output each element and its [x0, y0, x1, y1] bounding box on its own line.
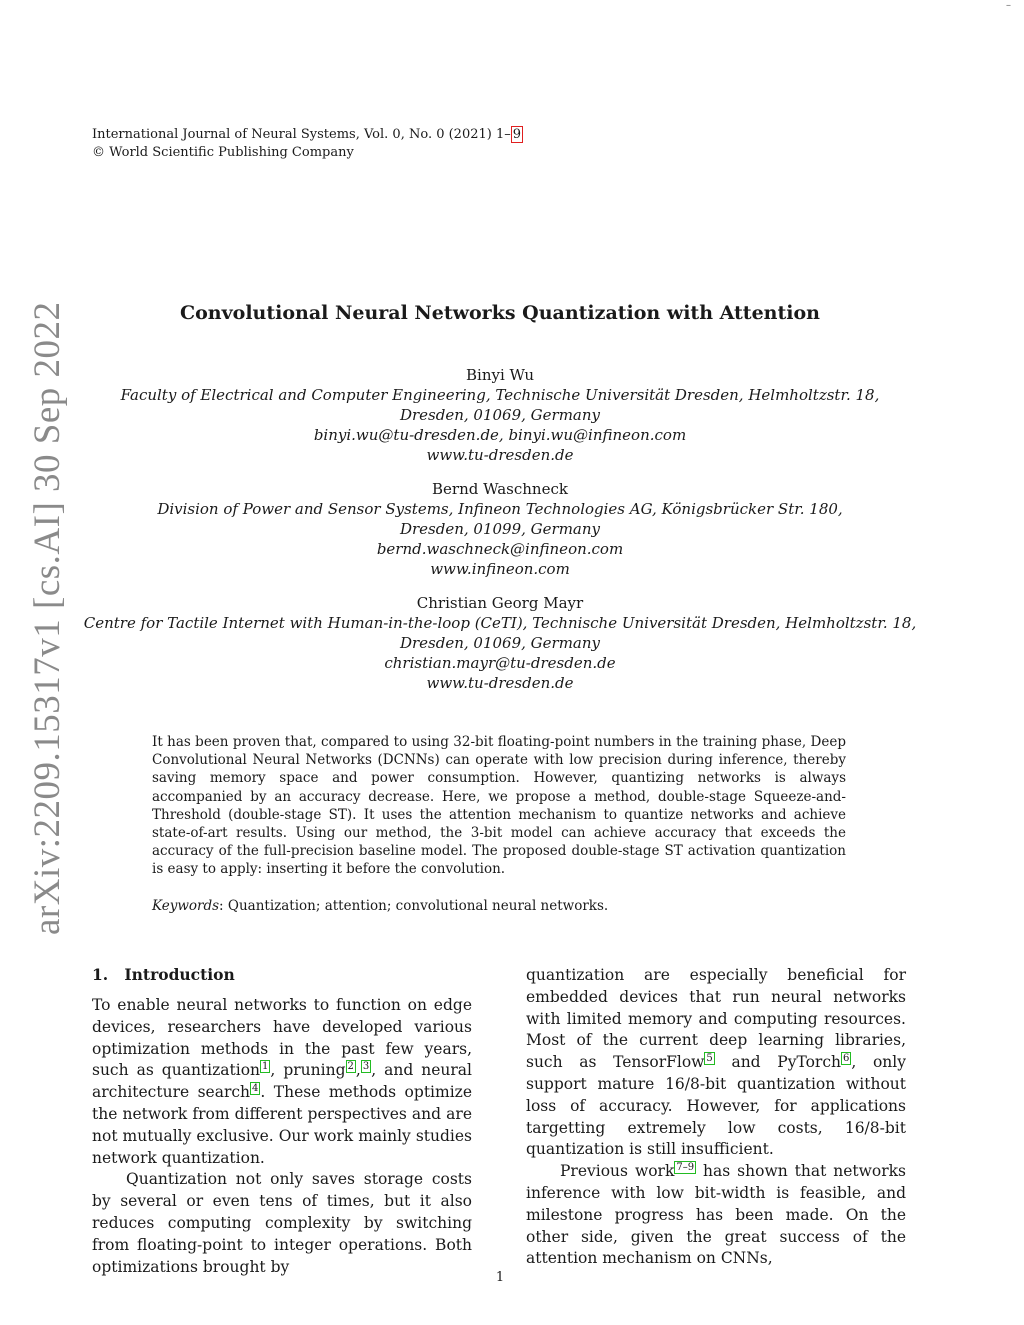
paragraph — [526, 965, 906, 1161]
citation-link[interactable]: 6 — [843, 1053, 850, 1065]
citation-link[interactable]: 7–9 — [676, 1162, 695, 1174]
keywords-text: : Quantization; attention; convolutional neural networks. — [219, 898, 609, 914]
keywords-label: Keywords — [152, 898, 220, 914]
author-email[interactable]: binyi.wu@tu-dresden.de, binyi.wu@infineon.com — [313, 426, 687, 444]
citation-link[interactable]: 3 — [362, 1061, 370, 1073]
citation-link[interactable]: 1 — [262, 1061, 269, 1073]
paragraph — [526, 1161, 906, 1270]
citation-link[interactable]: 4 — [252, 1083, 259, 1095]
paragraph: Quantization not only saves storage costs by several or even tens of times, but it also reduces computing complexity by switching from floating-point to integer operations. Both optimizations brought by — [92, 1170, 472, 1276]
author-block-2 — [0, 479, 1000, 579]
citation-link[interactable]: 2 — [347, 1061, 354, 1073]
text-run: , only support mature 16/8-bit quantization without loss of accuracy. However, for applications targetting extremely low costs, 16/8-bit quantization is still insufficient. — [526, 1053, 906, 1159]
citation-link[interactable]: 5 — [706, 1053, 713, 1065]
publisher-line: © World Scientific Publishing Company — [92, 145, 354, 160]
left-column — [92, 995, 472, 1278]
page-corner-mark: – — [1006, 0, 1011, 11]
text-run: , and neural architecture search — [92, 1061, 473, 1102]
arxiv-stamp: arXiv:2209.15317v1 [cs.AI] 30 Sep 2022 — [27, 301, 68, 935]
author-address: Dresden, 01069, Germany — [399, 634, 601, 652]
author-name: Binyi Wu — [466, 366, 534, 384]
author-website[interactable]: www.infineon.com — [430, 560, 570, 578]
page-number: 1 — [495, 1270, 505, 1285]
text-run: To enable neural networks to function on edge devices, researchers have developed various optimization methods in the past few years, such as quantization — [92, 996, 472, 1080]
author-affiliation: Faculty of Electrical and Computer Engineering, Technische Universität Dresden, Helmholtzstr. 18, — [120, 386, 880, 404]
author-website[interactable]: www.tu-dresden.de — [426, 446, 574, 464]
author-block-3 — [0, 593, 1000, 693]
journal-header — [92, 126, 523, 162]
section-number: 1. — [92, 965, 109, 984]
text-run: . These methods optimize the network from different perspectives and are not mutually exclusive. Our work mainly studies network quantization. — [92, 1083, 472, 1167]
text-run: Previous work — [560, 1162, 675, 1181]
author-name: Christian Georg Mayr — [416, 594, 584, 612]
author-email[interactable]: christian.mayr@tu-dresden.de — [384, 654, 616, 672]
author-website[interactable]: www.tu-dresden.de — [426, 674, 574, 692]
text-run: , pruning — [270, 1061, 346, 1080]
section-heading — [92, 965, 235, 984]
page-range-link[interactable]: 9 — [512, 127, 522, 142]
section-title: Introduction — [124, 965, 235, 984]
text-run: and PyTorch — [714, 1053, 841, 1072]
right-column — [526, 965, 906, 1270]
author-address: Dresden, 01069, Germany — [399, 406, 601, 424]
text-run: quantization are especially beneficial for embedded devices that run neural networks with limited memory and computing resources. Most of the current deep learning libraries, such as TensorFlow — [526, 966, 906, 1072]
author-email[interactable]: bernd.waschneck@infineon.com — [376, 540, 624, 558]
paper-title: Convolutional Neural Networks Quantization with Attention — [180, 302, 820, 324]
keywords — [152, 898, 608, 914]
text-run: has shown that networks inference with low bit-width is feasible, and milestone progress has been made. On the other side, given the great success of the attention mechanism on CNNs, — [526, 1162, 907, 1268]
author-block-1 — [0, 365, 1000, 465]
abstract: It has been proven that, compared to using 32-bit floating-point numbers in the training phase, Deep Convolutional Neural Networks (DCNNs) can operate with low precision during inference, thereby saving memory space and power consumption. However, quantizing networks is always accompanied by an accuracy decrease. Here, we propose a method, double-stage Squeeze-and-Threshold (double-stage ST). It uses the attention mechanism to quantize networks and achieve state-of-art results. Using our method, the 3-bit model can achieve accuracy that exceeds the accuracy of the full-precision baseline model. The proposed double-stage ST activation quantization is easy to apply: inserting it before the convolution. — [152, 734, 846, 878]
journal-citation: International Journal of Neural Systems, Vol. 0, No. 0 (2021) 1– — [92, 127, 511, 142]
author-affiliation: Centre for Tactile Internet with Human-in-the-loop (CeTI), Technische Universität Dresden, Helmholtzstr. 18, — [83, 614, 917, 632]
author-name: Bernd Waschneck — [432, 480, 568, 498]
author-affiliation: Division of Power and Sensor Systems, Infineon Technologies AG, Königsbrücker Str. 180, — [157, 500, 843, 518]
author-address: Dresden, 01099, Germany — [399, 520, 601, 538]
paragraph: To enable neural networks to function on edge devices, researchers have developed various optimization methods in the past few years, such as quantization $^1$ , pruning $^2$ , $^3$ , and neural architecture search $^4$ . These methods optimize the network from different perspectives and are not mutually exclusive. Our work mainly studies network quantization. — [92, 996, 473, 1167]
